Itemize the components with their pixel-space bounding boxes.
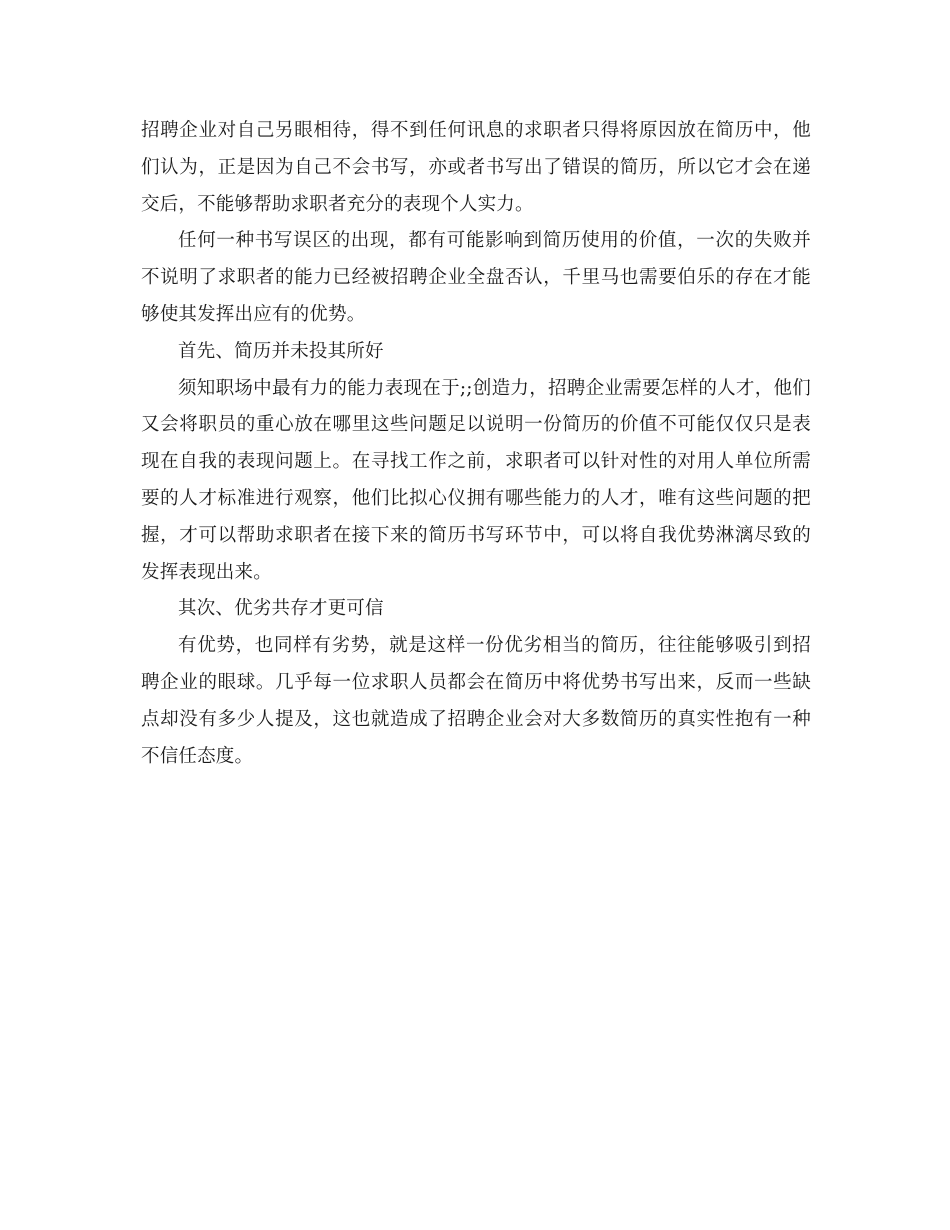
document-body	[141, 113, 811, 775]
paragraph-creativity: 须知职场中最有力的能力表现在于;;创造力，招聘企业需要怎样的人才，他们又会将职员的重心放在哪里这些问题足以说明一份简历的价值不可能仅仅只是表现在自我的表现问题上。在寻找工作之前，求职者可以针对性的对用人单位所需要的人才标准进行观察，他们比拟心仪拥有哪些能力的人才，唯有这些问题的把握，才可以帮助求职者在接下来的简历书写环节中，可以将自我优势淋漓尽致的发挥表现出来。	[141, 377, 811, 583]
paragraph-continuation: 招聘企业对自己另眼相待，得不到任何讯息的求职者只得将原因放在简历中，他们认为，正是因为自己不会书写，亦或者书写出了错误的简历，所以它才会在递交后，不能够帮助求职者充分的表现个人实力。	[141, 120, 811, 215]
section-heading-second: 其次、优劣共存才更可信	[178, 598, 384, 620]
section-heading-first: 首先、简历并未投其所好	[178, 340, 384, 362]
paragraph-writing-mistakes: 任何一种书写误区的出现，都有可能影响到简历使用的价值，一次的失败并不说明了求职者的能力已经被招聘企业全盘否认，千里马也需要伯乐的存在才能够使其发挥出应有的优势。	[141, 230, 811, 325]
paragraph-strengths-weaknesses: 有优势，也同样有劣势，就是这样一份优劣相当的简历，往往能够吸引到招聘企业的眼球。几乎每一位求职人员都会在简历中将优势书写出来，反而一些缺点却没有多少人提及，这也就造成了招聘企业会对大多数简历的真实性抱有一种不信任态度。	[141, 635, 811, 767]
